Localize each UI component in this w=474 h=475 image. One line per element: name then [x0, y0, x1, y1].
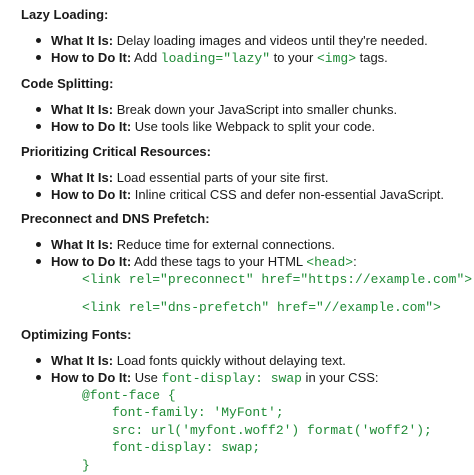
- bullet-dot-icon: [36, 124, 41, 129]
- inline-code: <head>: [306, 255, 354, 270]
- bullet-dot-icon: [36, 192, 41, 197]
- bullet-text: Add these tags to your HTML: [131, 254, 307, 269]
- bullet-text: Reduce time for external connections.: [113, 237, 335, 252]
- bullet-text: Delay loading images and videos until they're needed.: [113, 33, 428, 48]
- bullet-what-optimizing-fonts: [36, 353, 346, 369]
- bullet-text: tags.: [356, 50, 388, 65]
- bullet-text: Inline critical CSS and defer non-essential JavaScript.: [131, 187, 445, 202]
- inline-code: <img>: [316, 51, 356, 66]
- bullet-what-critical-resources: [36, 170, 328, 186]
- bullet-label: How to Do It:: [51, 370, 132, 385]
- bullet-text: Use tools like Webpack to split your code.: [131, 119, 376, 134]
- section-heading-optimizing-fonts: Optimizing Fonts:: [21, 327, 132, 342]
- bullet-text: to your: [270, 50, 317, 65]
- bullet-label: How to Do It:: [51, 254, 132, 269]
- bullet-text: Break down your JavaScript into smaller chunks.: [113, 102, 398, 117]
- section-heading-code-splitting: Code Splitting:: [21, 76, 114, 91]
- code-line-font-display: font-display: swap;: [112, 440, 261, 455]
- inline-code: font-display: swap: [161, 371, 302, 386]
- bullet-text: Load essential parts of your site first.: [113, 170, 329, 185]
- bullet-dot-icon: [36, 175, 41, 180]
- section-heading-critical-resources: Prioritizing Critical Resources:: [21, 144, 211, 159]
- bullet-how-critical-resources: [36, 187, 444, 203]
- bullet-dot-icon: [36, 38, 41, 43]
- section-heading-preconnect: Preconnect and DNS Prefetch:: [21, 211, 210, 226]
- code-line-font-face-close: }: [82, 458, 90, 473]
- code-line-font-face-open: @font-face {: [82, 388, 176, 403]
- bullet-text: Load fonts quickly without delaying text.: [113, 353, 346, 368]
- bullet-text: :: [353, 254, 357, 269]
- bullet-what-code-splitting: [36, 102, 397, 118]
- bullet-label: How to Do It:: [51, 50, 132, 65]
- bullet-how-preconnect: [36, 254, 357, 271]
- bullet-dot-icon: [36, 242, 41, 247]
- bullet-label: How to Do It:: [51, 119, 132, 134]
- bullet-text: in your CSS:: [301, 370, 379, 385]
- bullet-what-preconnect: [36, 237, 335, 253]
- bullet-label: How to Do It:: [51, 187, 132, 202]
- bullet-how-optimizing-fonts: [36, 370, 379, 387]
- bullet-label: What It Is:: [51, 102, 114, 117]
- bullet-dot-icon: [36, 259, 41, 264]
- bullet-dot-icon: [36, 358, 41, 363]
- bullet-label: What It Is:: [51, 237, 114, 252]
- bullet-what-lazy-loading: [36, 33, 428, 49]
- bullet-how-lazy-loading: [36, 50, 388, 67]
- section-heading-lazy-loading: Lazy Loading:: [21, 7, 109, 22]
- bullet-dot-icon: [36, 107, 41, 112]
- bullet-dot-icon: [36, 375, 41, 380]
- code-line-font-family: font-family: 'MyFont';: [112, 405, 284, 420]
- code-line-src: src: url('myfont.woff2') format('woff2');: [112, 423, 432, 438]
- bullet-how-code-splitting: [36, 119, 375, 135]
- inline-code: loading="lazy": [160, 51, 271, 66]
- bullet-text: Add: [131, 50, 161, 65]
- bullet-label: What It Is:: [51, 353, 114, 368]
- code-line-dns-prefetch: <link rel="dns-prefetch" href="//example.com">: [82, 300, 441, 315]
- bullet-label: What It Is:: [51, 170, 114, 185]
- bullet-dot-icon: [36, 55, 41, 60]
- code-line-preconnect: <link rel="preconnect" href="https://example.com">: [82, 272, 473, 287]
- bullet-text: Use: [131, 370, 162, 385]
- bullet-label: What It Is:: [51, 33, 114, 48]
